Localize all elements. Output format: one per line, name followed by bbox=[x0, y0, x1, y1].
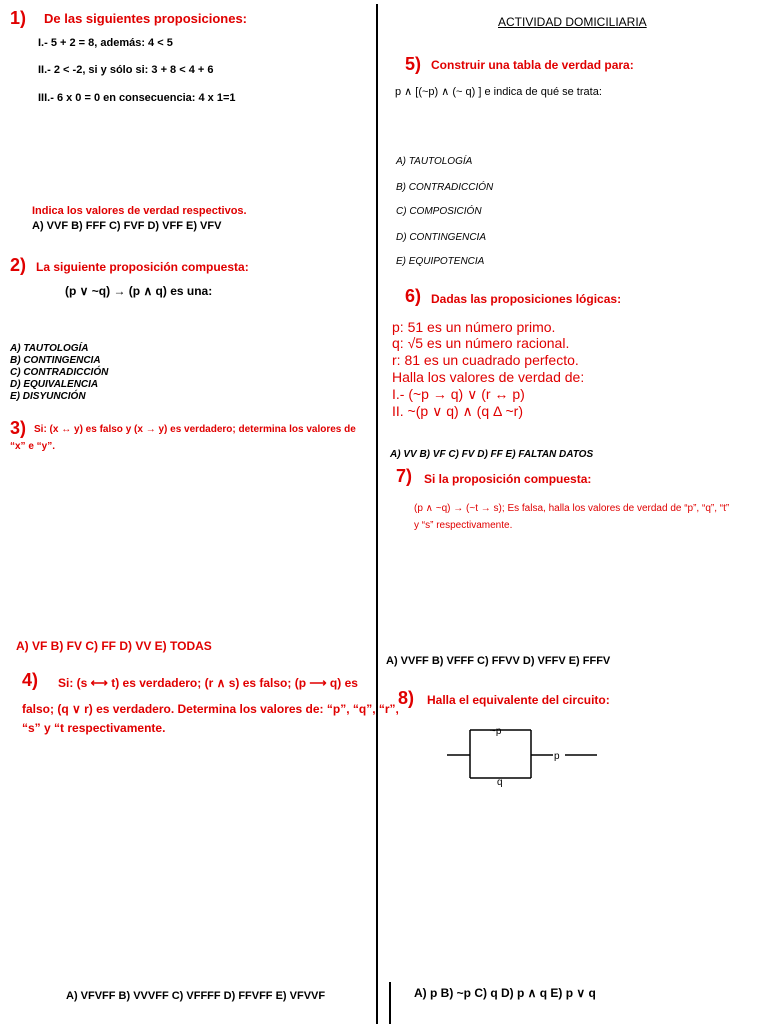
q4-line-2: falso; (q ∨ r) es verdadero. Determina los valores de: “p”, “q”, “r”, bbox=[22, 702, 399, 716]
column-divider bbox=[376, 4, 378, 1024]
q5-option-d: D) CONTINGENCIA bbox=[396, 232, 486, 243]
q4-line-3: “s” y “t respectivamente. bbox=[22, 721, 166, 735]
q5-option-c: C) COMPOSICIÓN bbox=[396, 206, 482, 217]
circuit-label-top: ~p bbox=[490, 726, 502, 737]
q5-option-a: A) TAUTOLOGÍA bbox=[396, 156, 473, 167]
q2-title: La siguiente proposición compuesta: bbox=[36, 260, 249, 274]
q1-prompt: Indica los valores de verdad respectivos. bbox=[32, 205, 247, 217]
q2-option-a: A) TAUTOLOGÍA bbox=[10, 343, 89, 354]
q2-number: 2) bbox=[10, 255, 27, 275]
circuit-diagram bbox=[445, 722, 605, 792]
q5-number: 5) bbox=[405, 54, 422, 74]
q6-options: A) VV B) VF C) FV D) FF E) FALTAN DATOS bbox=[390, 449, 594, 460]
q1-options: A) VVF B) FFF C) FVF D) VFF E) VFV bbox=[32, 220, 222, 232]
q1-item-3: III.- 6 x 0 = 0 en consecuencia: 4 x 1=1 bbox=[38, 92, 236, 104]
q4-line-1: Si: (s ⟷ t) es verdadero; (r ∧ s) es falso; (p ⟶ q) es bbox=[58, 676, 358, 690]
q6-line-5: I.- (~p → q) ∨ (r ↔ p) bbox=[392, 386, 525, 402]
q2-option-e: E) DISYUNCIÓN bbox=[10, 391, 86, 402]
q2-option-b: B) CONTINGENCIA bbox=[10, 355, 101, 366]
q2-option-c: C) CONTRADICCIÓN bbox=[10, 367, 109, 378]
q8-options: A) p B) ~p C) q D) p ∧ q E) p ∨ q bbox=[414, 986, 596, 1000]
q2-expression: (p ∨ ~q) → (p ∧ q) es una: bbox=[65, 284, 213, 298]
q2-option-d: D) EQUIVALENCIA bbox=[10, 379, 99, 390]
q8-title: Halla el equivalente del circuito: bbox=[427, 693, 610, 707]
circuit-label-bottom: q bbox=[497, 777, 503, 788]
q6-line-1: p: 51 es un número primo. bbox=[392, 319, 556, 335]
q7-number: 7) bbox=[396, 466, 413, 486]
q1-number: 1) bbox=[10, 8, 27, 28]
q6-line-3: r: 81 es un cuadrado perfecto. bbox=[392, 352, 579, 368]
q4-options: A) VFVFF B) VVVFF C) VFFFF D) FFVFF E) VFVVF bbox=[66, 990, 326, 1002]
q6-line-2: q: √5 es un número racional. bbox=[392, 335, 570, 351]
q1-item-2: II.- 2 < -2, si y sólo si: 3 + 8 < 4 + 6 bbox=[38, 64, 214, 76]
q7-options: A) VVFF B) VFFF C) FFVV D) VFFV E) FFFV bbox=[386, 655, 611, 667]
q7-line-2: y “s” respectivamente. bbox=[414, 520, 513, 531]
q5-option-b: B) CONTRADICCIÓN bbox=[396, 182, 494, 193]
q7-line-1: (p ∧ ~q) → (~t → s); Es falsa, halla los valores de verdad de “p”, “q”, “t” bbox=[414, 503, 730, 514]
page-title: ACTIVIDAD DOMICILIARIA bbox=[498, 15, 647, 29]
q4-number: 4) bbox=[22, 670, 39, 690]
circuit-label-right: p bbox=[554, 751, 560, 762]
q3-options: A) VF B) FV C) FF D) VV E) TODAS bbox=[16, 639, 212, 653]
q5-option-e: E) EQUIPOTENCIA bbox=[396, 256, 485, 267]
q8-number: 8) bbox=[398, 688, 415, 708]
bottom-divider bbox=[389, 982, 391, 1024]
q6-line-4: Halla los valores de verdad de: bbox=[392, 369, 585, 385]
q3-line-2: “x” e “y”. bbox=[10, 441, 56, 452]
q6-number: 6) bbox=[405, 286, 422, 306]
q5-expression: p ∧ [(~p) ∧ (~ q) ] e indica de qué se trata: bbox=[395, 86, 602, 98]
q3-line-1: Si: (x ↔ y) es falso y (x → y) es verdadero; determina los valores de bbox=[34, 424, 356, 435]
q7-title: Si la proposición compuesta: bbox=[424, 472, 592, 486]
q1-item-1: I.- 5 + 2 = 8, además: 4 < 5 bbox=[38, 37, 173, 49]
q6-line-6: II. ~(p ∨ q) ∧ (q Δ ~r) bbox=[392, 403, 523, 419]
q1-title: De las siguientes proposiciones: bbox=[44, 11, 247, 26]
q3-number: 3) bbox=[10, 418, 27, 438]
q5-title: Construir una tabla de verdad para: bbox=[431, 58, 634, 72]
q6-title: Dadas las proposiciones lógicas: bbox=[431, 292, 622, 306]
